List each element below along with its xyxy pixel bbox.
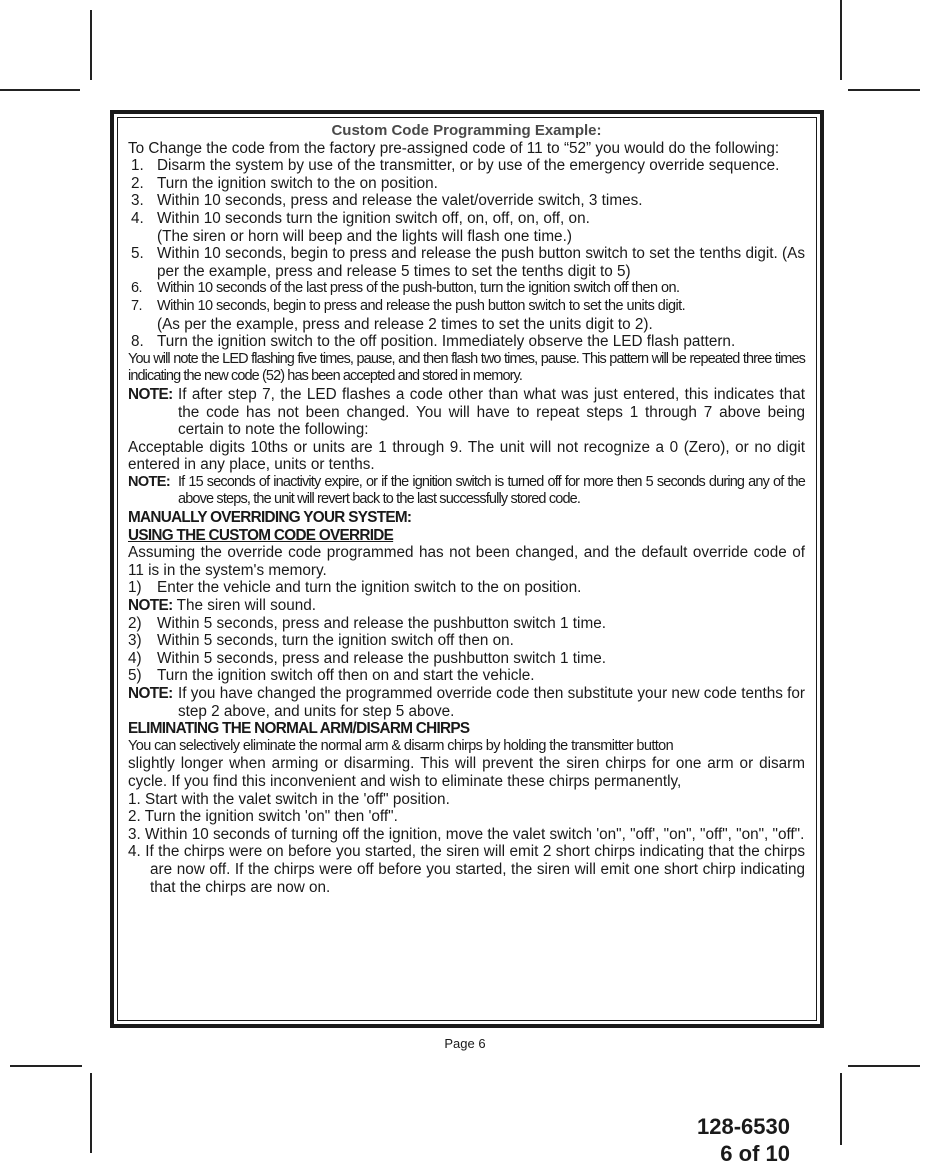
note-text: The siren will sound. — [176, 597, 317, 615]
note-block — [128, 597, 805, 615]
note-block — [128, 685, 805, 720]
chirp-step: 1. Start with the valet switch in the 'off" position. — [128, 790, 450, 808]
note-block — [128, 386, 805, 439]
step-text: Within 5 seconds, press and release the pushbutton switch 1 time. — [157, 649, 606, 667]
list-item — [128, 579, 805, 597]
step-number: 3. — [131, 192, 144, 210]
step-number: 4) — [128, 649, 142, 667]
list-item — [128, 632, 805, 650]
override-intro-paragraph: Assuming the override code programmed has not been changed, and the default override code of 11 is in the system's memory. — [128, 544, 805, 579]
chirp-step: 4. If the chirps were on before you started, the siren will emit 2 short chirps indicating that the chirps are now off. If the chirps were off before you started, the siren will emit one short chirp indicating that the chirps are now on. — [128, 843, 805, 896]
step-text: Within 10 seconds, begin to press and release the push button switch to set the tenths digit. (As per the example, press and release 5 times to set the tenths digit to 5) — [157, 245, 805, 280]
document-number: 128-6530 — [697, 1114, 790, 1139]
list-item — [128, 667, 805, 685]
heading-custom-code-override: USING THE CUSTOM CODE OVERRIDE — [128, 526, 394, 544]
step-text: Turn the ignition switch to the off position. Immediately observe the LED flash pattern. — [157, 333, 736, 351]
note-label: NOTE: — [128, 473, 171, 490]
chirps-intro-line: You can selectively eliminate the normal arm & disarm chirps by holding the transmitter button — [128, 737, 674, 754]
note-label: NOTE: — [128, 685, 173, 702]
crop-mark — [840, 1073, 842, 1145]
intro-paragraph: To Change the code from the factory pre-assigned code of 11 to “52” you would do the following: — [128, 139, 780, 157]
step-text: Disarm the system by use of the transmitter, or by use of the emergency override sequence. — [157, 157, 780, 175]
list-item — [128, 210, 805, 228]
step-number: 3) — [128, 632, 142, 650]
chirps-intro-paragraph: slightly longer when arming or disarming. This will prevent the siren chirps for one arm or disarm cycle. If you find this inconvenient and wish to eliminate these chirps permanently, — [128, 755, 805, 790]
list-item — [128, 192, 805, 210]
step-text: Within 5 seconds, press and release the pushbutton switch 1 time. — [157, 614, 606, 632]
note-text: If after step 7, the LED flashes a code other than what was just entered, this indicates that the code has not been changed. You will have to repeat steps 1 through 7 above being certain to note the following: — [178, 385, 805, 439]
list-item — [128, 333, 805, 351]
crop-mark — [848, 89, 920, 91]
list-item — [128, 298, 805, 316]
acceptable-digits-paragraph: Acceptable digits 10ths or units are 1 through 9. The unit will not recognize a 0 (Zero), or no digit entered in any place, units or tenths. — [128, 438, 805, 474]
note-text: If you have changed the programmed override code then substitute your new code tenths for step 2 above, and units for step 5 above. — [178, 685, 805, 720]
list-item — [128, 615, 805, 633]
step-number: 1. — [131, 157, 144, 175]
step-text: Enter the vehicle and turn the ignition switch to the on position. — [157, 579, 582, 597]
note-label: NOTE: — [128, 385, 173, 403]
crop-mark — [10, 1065, 82, 1067]
sheet-count: 6 of 10 — [720, 1141, 790, 1166]
list-item — [128, 650, 805, 668]
heading-manual-override: MANUALLY OVERRIDING YOUR SYSTEM: — [128, 509, 412, 527]
step-text: Within 10 seconds turn the ignition switch off, on, off, on, off, on. — [157, 209, 590, 227]
step-number: 1) — [128, 579, 142, 597]
step-text: Within 10 seconds, begin to press and release the push button switch to set the units digit. — [157, 297, 686, 314]
step-number: 4. — [131, 209, 144, 227]
document-number-block — [697, 1113, 790, 1167]
page-number: Page 6 — [444, 1036, 486, 1051]
step-number: 8. — [131, 333, 144, 351]
crop-mark — [90, 10, 92, 80]
chirp-step: 3. Within 10 seconds of turning off the ignition, move the valet switch 'on", "off', "on", "off", "on", "off". — [128, 825, 805, 843]
step-number: 5) — [128, 667, 142, 685]
step-text: Turn the ignition switch to the on position. — [157, 174, 438, 192]
step-number: 5. — [131, 245, 144, 263]
step-number: 2) — [128, 614, 142, 632]
chirp-step: 2. Turn the ignition switch 'on" then 'off". — [128, 808, 398, 826]
step-text: Within 5 seconds, turn the ignition switch off then on. — [157, 632, 514, 650]
list-item — [128, 175, 805, 193]
step-number: 2. — [131, 174, 144, 192]
section-title: Custom Code Programming Example: — [331, 122, 602, 139]
step-subtext: (The siren or horn will beep and the lights will flash one time.) — [157, 227, 572, 245]
led-pattern-note: You will note the LED flashing five times, pause, and then flash two times, pause. This pattern will be repeated three times indicating the new code (52) has been accepted and stored in memory. — [128, 350, 805, 385]
heading-eliminating-chirps: ELIMINATING THE NORMAL ARM/DISARM CHIRPS — [128, 720, 470, 738]
list-item — [128, 245, 805, 280]
note-label: NOTE: — [128, 597, 173, 615]
list-item — [128, 280, 805, 298]
note-block — [128, 474, 805, 509]
step-text: Turn the ignition switch off then on and start the vehicle. — [157, 667, 535, 685]
step-subtext: (As per the example, press and release 2 times to set the units digit to 2). — [157, 315, 653, 333]
step-number: 6. — [131, 280, 142, 297]
crop-mark — [90, 1073, 92, 1153]
crop-mark — [848, 1065, 920, 1067]
crop-mark — [0, 89, 80, 91]
step-text: Within 10 seconds, press and release the valet/override switch, 3 times. — [157, 192, 643, 210]
list-item — [128, 157, 805, 175]
crop-mark — [840, 0, 842, 80]
step-number: 7. — [131, 297, 142, 314]
manual-content — [128, 122, 805, 896]
step-text: Within 10 seconds of the last press of the push-button, turn the ignition switch off then on. — [157, 280, 680, 297]
note-text: If 15 seconds of inactivity expire, or if the ignition switch is turned off for more then 5 seconds during any of the above steps, the unit will revert back to the last successfully stored code. — [178, 473, 805, 508]
